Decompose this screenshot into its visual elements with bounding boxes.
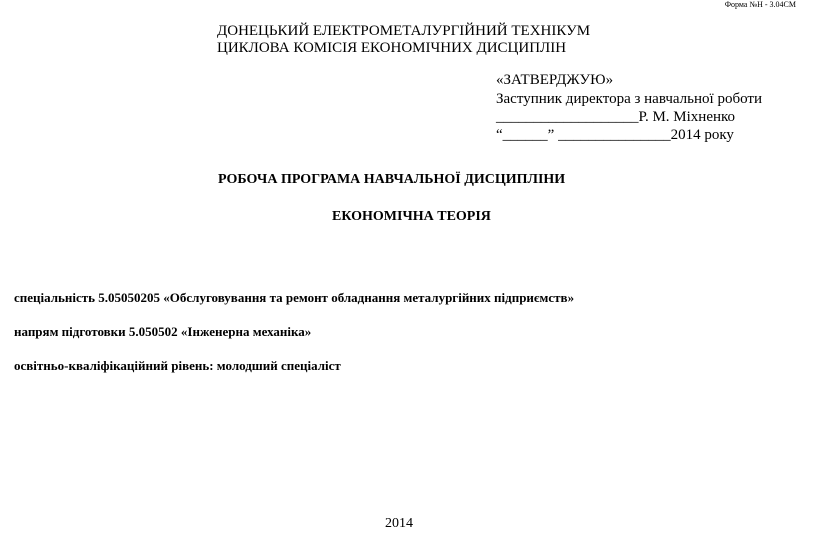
discipline-title: ЕКОНОМІЧНА ТЕОРІЯ xyxy=(332,209,491,224)
direction-line: напрям підготовки 5.050502 «Інженерна механіка» xyxy=(14,324,312,339)
commission-name: ЦИКЛОВА КОМІСІЯ ЕКОНОМІЧНИХ ДИСЦИПЛІН xyxy=(217,40,567,56)
document-year: 2014 xyxy=(385,516,413,531)
qualification-line: освітньо-кваліфікаційний рівень: молодший спеціаліст xyxy=(14,358,341,373)
form-code: Форма №Н - 3.04СМ xyxy=(724,0,796,9)
document-title: РОБОЧА ПРОГРАМА НАВЧАЛЬНОЇ ДИСЦИПЛІНИ xyxy=(218,172,566,187)
approval-position: Заступник директора з навчальної роботи xyxy=(496,91,762,107)
specialty-line: спеціальність 5.05050205 «Обслуговування та ремонт обладнання металургійних підприємств» xyxy=(14,290,575,305)
approval-heading: «ЗАТВЕРДЖУЮ» xyxy=(496,72,614,88)
approval-signature-line: ___________________Р. М. Міхненко xyxy=(496,109,736,125)
approval-date-line: “______” _______________2014 року xyxy=(496,127,734,143)
institution-name: ДОНЕЦЬКИЙ ЕЛЕКТРОМЕТАЛУРГІЙНИЙ ТЕХНІКУМ xyxy=(217,23,591,39)
